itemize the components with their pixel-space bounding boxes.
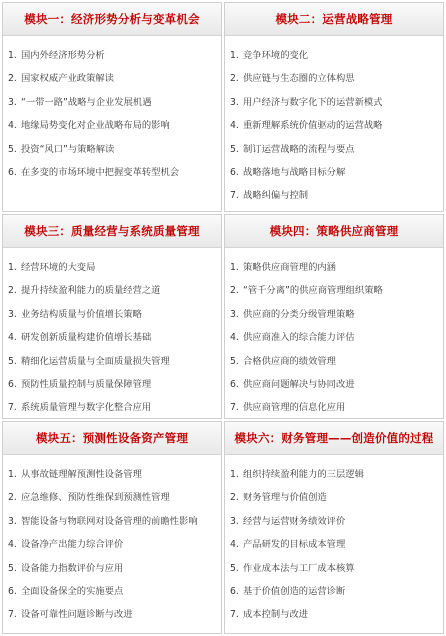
item-number: 1.: [230, 469, 239, 480]
list-item: [8, 262, 219, 285]
item-text: 业务结构质量与价值增长策略: [21, 308, 142, 320]
item-number: 5.: [230, 355, 239, 367]
list-item: [8, 50, 219, 73]
item-number: 2.: [230, 492, 239, 504]
item-text: 组织持续盈利能力的三层逻辑: [243, 469, 364, 480]
list-item: [230, 144, 441, 167]
module-title: 模块二：运营战略管理: [225, 3, 443, 36]
list-item: [8, 73, 219, 96]
module-item-list: [3, 248, 221, 419]
item-text: 应急维修、预防性维保到预测性管理: [21, 492, 170, 504]
item-text: 策略供应商管理的内涵: [243, 262, 336, 273]
item-number: 2.: [230, 73, 239, 85]
item-number: 6.: [8, 585, 17, 597]
list-item: [8, 586, 219, 609]
item-text: 合格供应商的绩效管理: [243, 355, 336, 367]
list-item: [230, 609, 441, 632]
list-item: [8, 332, 219, 355]
item-text: 国家权威产业政策解读: [21, 73, 114, 85]
item-text: 设备能力指数评价与应用: [21, 562, 124, 574]
list-item: [230, 262, 441, 285]
list-item: [230, 356, 441, 379]
list-item: [230, 309, 441, 332]
item-number: 7.: [230, 402, 239, 414]
item-number: 4.: [8, 539, 17, 551]
list-item: [230, 332, 441, 355]
list-item: [8, 492, 219, 515]
item-text: 财务管理与价值创造: [243, 492, 327, 504]
item-text: 智能设备与物联网对设备管理的前瞻性影响: [21, 515, 198, 527]
item-number: 6.: [8, 166, 17, 178]
list-item: [230, 492, 441, 515]
module-title: 模块三：质量经营与系统质量管理: [3, 215, 221, 248]
item-text: 设备可靠性问题诊断与改进: [21, 609, 133, 621]
item-number: 4.: [230, 332, 239, 344]
item-number: 4.: [8, 332, 17, 344]
item-number: 1.: [230, 50, 239, 61]
list-item: [8, 309, 219, 332]
item-number: 2.: [8, 73, 17, 85]
item-text: 供应商管理的信息化应用: [243, 402, 346, 414]
item-number: 7.: [8, 402, 17, 414]
item-number: 6.: [8, 378, 17, 390]
item-text: 竞争环境的变化: [243, 50, 309, 61]
item-number: 3.: [8, 515, 17, 527]
item-number: 5.: [8, 355, 17, 367]
item-number: 5.: [230, 562, 239, 574]
module-title: 模块一：经济形势分析与变革机会: [3, 3, 221, 36]
item-number: 1.: [230, 262, 239, 273]
item-text: 地缘局势变化对企业战略布局的影响: [21, 120, 170, 132]
list-item: [230, 50, 441, 73]
item-text: 提升持续盈利能力的质量经营之道: [21, 285, 161, 297]
list-item: [8, 144, 219, 167]
list-item: [230, 539, 441, 562]
item-number: 1.: [8, 262, 17, 273]
item-text: 精细化运营质量与全面质量损失管理: [21, 355, 170, 367]
list-item: [8, 563, 219, 586]
item-number: 3.: [230, 515, 239, 527]
item-number: 3.: [230, 308, 239, 320]
module-item-list: [3, 455, 221, 633]
item-number: 1.: [8, 469, 17, 480]
item-number: 6.: [230, 166, 239, 178]
list-item: [230, 469, 441, 492]
item-number: 3.: [8, 96, 17, 108]
list-item: [8, 285, 219, 308]
modules-grid: [2, 2, 444, 634]
module-2: [224, 2, 444, 212]
item-text: 供应商准入的综合能力评估: [243, 332, 355, 344]
module-6: [224, 421, 444, 634]
list-item: [230, 586, 441, 609]
module-item-list: [225, 36, 443, 212]
item-number: 4.: [230, 120, 239, 132]
item-text: 重新理解系统价值驱动的运营战略: [243, 120, 383, 132]
list-item: [230, 402, 441, 419]
item-text: 作业成本法与工厂成本核算: [243, 562, 355, 574]
item-text: 国内外经济形势分析: [21, 50, 105, 61]
list-item: [8, 539, 219, 562]
list-item: [8, 469, 219, 492]
item-number: 7.: [8, 609, 17, 621]
list-item: [230, 73, 441, 96]
item-number: 2.: [230, 285, 239, 297]
list-item: [8, 516, 219, 539]
list-item: [8, 402, 219, 419]
item-text: 在多变的市场环境中把握变革转型机会: [21, 166, 180, 178]
module-title: 模块四：策略供应商管理: [225, 215, 443, 248]
item-number: 4.: [8, 120, 17, 132]
item-text: 预防性质量控制与质量保障管理: [21, 378, 152, 390]
list-item: [8, 120, 219, 143]
item-number: 4.: [230, 539, 239, 551]
list-item: [230, 516, 441, 539]
list-item: [8, 609, 219, 632]
item-text: 系统质量管理与数字化整合应用: [21, 402, 152, 414]
item-text: 供应商的分类分级管理策略: [243, 308, 355, 320]
item-number: 2.: [8, 492, 17, 504]
module-1: [2, 2, 222, 212]
module-4: [224, 214, 444, 419]
item-number: 7.: [230, 609, 239, 621]
list-item: [8, 356, 219, 379]
item-number: 7.: [230, 190, 239, 202]
list-item: [230, 97, 441, 120]
item-text: 产品研发的目标成本管理: [243, 539, 346, 551]
list-item: [8, 167, 219, 190]
item-text: 设备净产出能力综合评价: [21, 539, 124, 551]
item-text: 全面设备保全的实施要点: [21, 585, 124, 597]
item-number: 5.: [8, 562, 17, 574]
item-text: 用户经济与数字化下的运营新模式: [243, 96, 383, 108]
list-item: [230, 563, 441, 586]
item-text: 制订运营战略的流程与要点: [243, 143, 355, 155]
item-text: 战略纠偏与控制: [243, 190, 309, 202]
item-text: 成本控制与改进: [243, 609, 309, 621]
item-text: 研发创新质量构建价值增长基础: [21, 332, 152, 344]
module-5: [2, 421, 222, 634]
item-number: 6.: [230, 378, 239, 390]
list-item: [230, 379, 441, 402]
item-number: 3.: [8, 308, 17, 320]
item-text: 经营与运营财务绩效评价: [243, 515, 346, 527]
item-text: 供应链与生态圈的立体构思: [243, 73, 355, 85]
list-item: [8, 97, 219, 120]
item-number: 2.: [8, 285, 17, 297]
item-text: 供应商问题解决与协同改进: [243, 378, 355, 390]
item-number: 3.: [230, 96, 239, 108]
item-number: 5.: [8, 143, 17, 155]
item-text: 投资“风口”与策略解读: [21, 143, 115, 155]
list-item: [230, 190, 441, 212]
item-text: “管千分离”的供应商管理组织策略: [243, 285, 383, 297]
list-item: [230, 285, 441, 308]
item-number: 5.: [230, 143, 239, 155]
item-number: 6.: [230, 585, 239, 597]
module-3: [2, 214, 222, 419]
list-item: [8, 379, 219, 402]
module-item-list: [3, 36, 221, 190]
module-item-list: [225, 455, 443, 633]
module-title: 模块五：预测性设备资产管理: [3, 422, 221, 455]
module-item-list: [225, 248, 443, 419]
list-item: [230, 120, 441, 143]
item-text: “一带一路”战略与企业发展机遇: [21, 96, 152, 108]
item-text: 从事故链理解预测性设备管理: [21, 469, 142, 480]
item-text: 战略落地与战略目标分解: [243, 166, 346, 178]
item-text: 经营环境的大变局: [21, 262, 96, 273]
list-item: [230, 167, 441, 190]
module-title: 模块六：财务管理——创造价值的过程: [225, 422, 443, 455]
item-text: 基于价值创造的运营诊断: [243, 585, 346, 597]
item-number: 1.: [8, 50, 17, 61]
